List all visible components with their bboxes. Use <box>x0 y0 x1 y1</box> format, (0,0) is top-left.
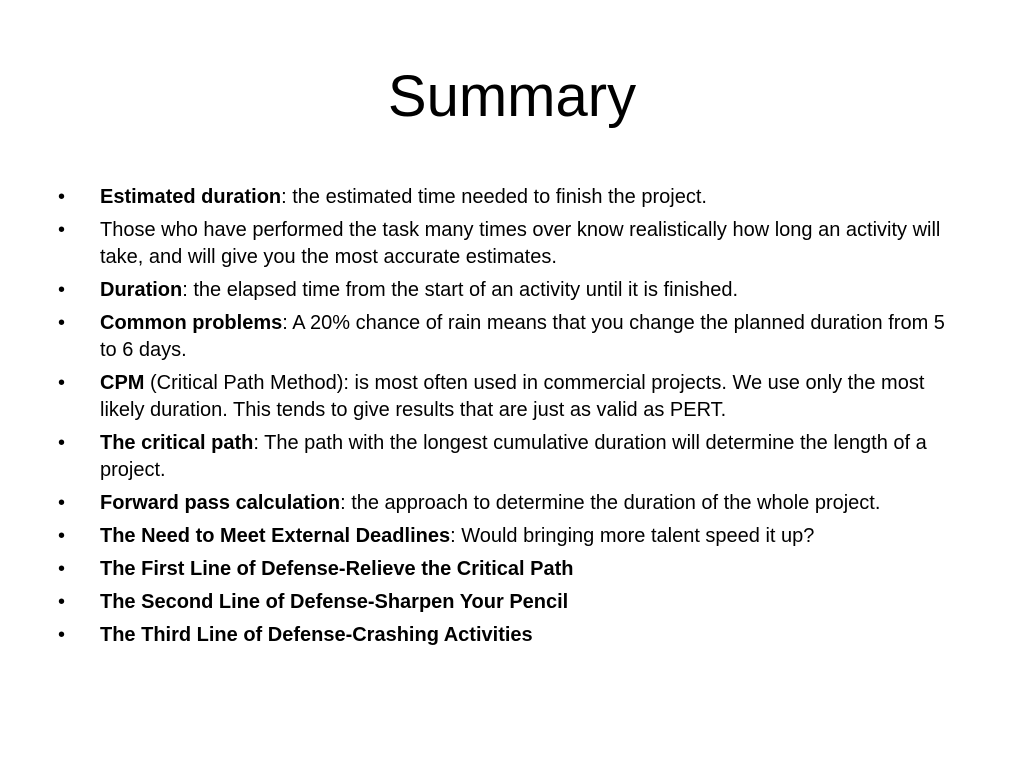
bullet-icon: • <box>58 279 66 301</box>
list-item <box>58 277 958 304</box>
bullet-icon: • <box>58 186 66 208</box>
bullet-term: The Need to Meet External Deadlines <box>100 525 451 547</box>
list-item <box>58 370 958 424</box>
bullet-term: The First Line of Defense-Relieve the Critical Path <box>100 558 574 580</box>
bullet-icon: • <box>58 312 66 334</box>
bullet-list <box>58 184 958 655</box>
bullet-term: Forward pass calculation <box>100 492 341 514</box>
list-item <box>58 217 958 271</box>
bullet-icon: • <box>58 591 66 613</box>
list-item <box>58 523 958 550</box>
bullet-term: CPM <box>100 372 145 394</box>
list-item <box>58 490 958 517</box>
bullet-term: Estimated duration <box>100 186 282 208</box>
bullet-term: Duration <box>100 279 183 301</box>
bullet-term: The Second Line of Defense-Sharpen Your Pencil <box>100 591 569 613</box>
bullet-icon: • <box>58 525 66 547</box>
list-item <box>58 589 958 616</box>
bullet-term: The Third Line of Defense-Crashing Activities <box>100 624 533 646</box>
bullet-icon: • <box>58 219 66 241</box>
bullet-icon: • <box>58 624 66 646</box>
bullet-text: : the elapsed time from the start of an activity until it is finished. <box>182 279 739 301</box>
bullet-icon: • <box>58 372 66 394</box>
bullet-icon: • <box>58 492 66 514</box>
list-item <box>58 310 958 364</box>
list-item <box>58 556 958 583</box>
bullet-term: The critical path <box>100 432 254 454</box>
bullet-icon: • <box>58 558 66 580</box>
bullet-text: (Critical Path Method): is most often used in commercial projects. We use only the most likely duration. This tends to give results that are just as valid as PERT. <box>100 372 925 421</box>
bullet-text: : the estimated time needed to finish the project. <box>281 186 707 208</box>
list-item <box>58 622 958 649</box>
bullet-text: : Would bringing more talent speed it up? <box>450 525 815 547</box>
list-item <box>58 184 958 211</box>
bullet-term: Common problems <box>100 312 283 334</box>
bullet-text: Those who have performed the task many times over know realistically how long an activity will take, and will give you the most accurate estimates. <box>100 219 941 268</box>
bullet-text: : the approach to determine the duration of the whole project. <box>340 492 881 514</box>
bullet-text: : The path with the longest cumulative duration will determine the length of a project. <box>100 432 927 481</box>
list-item <box>58 430 958 484</box>
bullet-icon: • <box>58 432 66 454</box>
bullet-text: : A 20% chance of rain means that you change the planned duration from 5 to 6 days. <box>100 312 945 361</box>
slide-title: Summary <box>387 64 637 129</box>
